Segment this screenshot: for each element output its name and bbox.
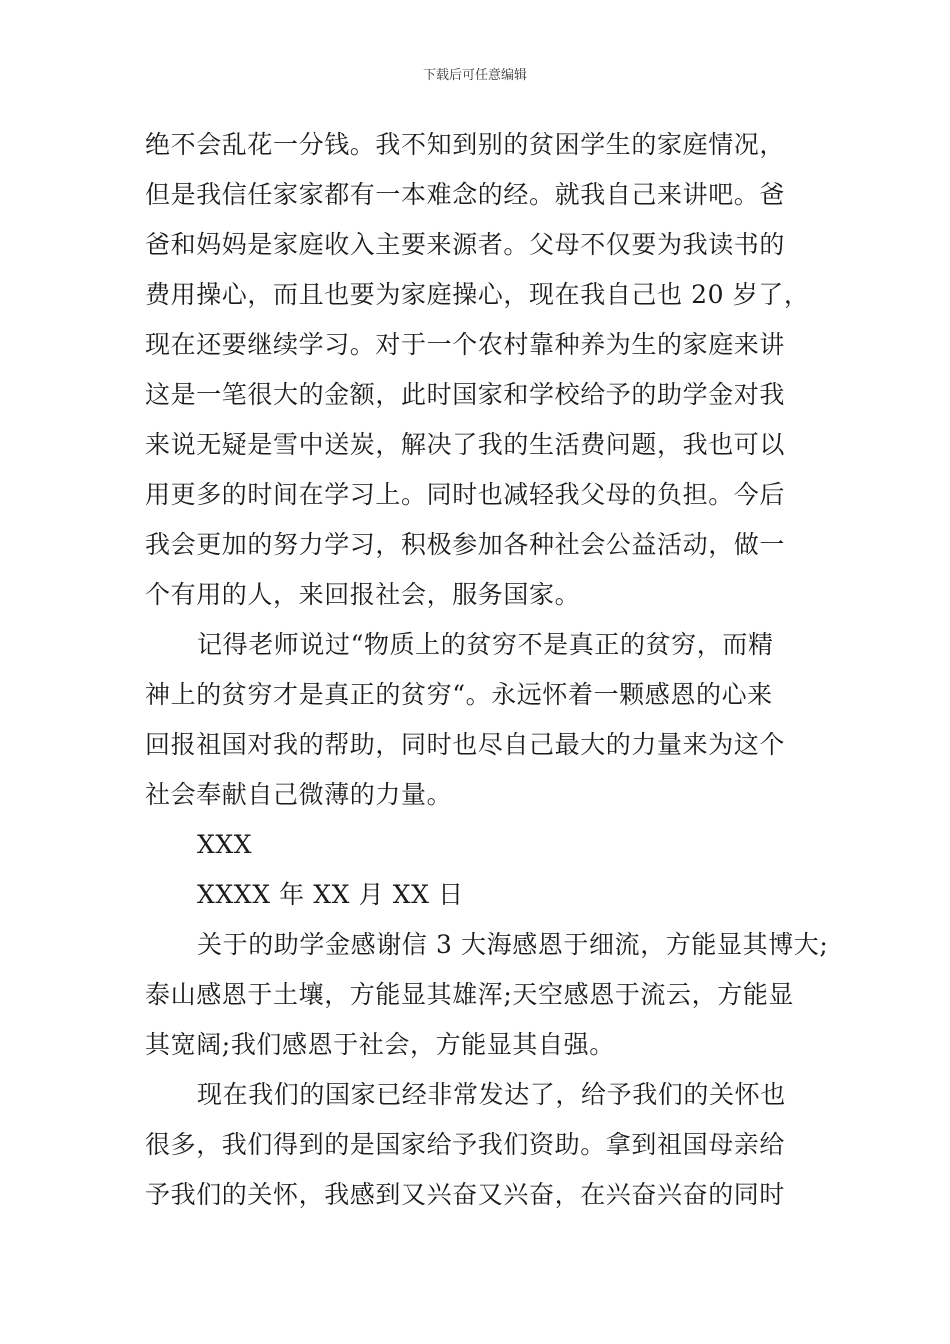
text-line: 但是我信任家家都有一本难念的经。就我自己来讲吧。爸	[145, 180, 786, 209]
text-line: 记得老师说过“物质上的贫穷不是真正的贫穷，而精	[197, 630, 774, 659]
page-header: 下载后可任意编辑	[422, 68, 527, 83]
text-line: XXX	[197, 830, 253, 859]
text-line: 现在还要继续学习。对于一个农村靠种养为生的家庭来讲	[145, 330, 786, 359]
text-line: 很多，我们得到的是国家给予我们资助。拿到祖国母亲给	[145, 1130, 786, 1159]
text-line: 现在我们的国家已经非常发达了，给予我们的关怀也	[197, 1080, 786, 1109]
text-line: 个有用的人，来回报社会，服务国家。	[145, 580, 581, 609]
text-line: 我会更加的努力学习，积极参加各种社会公益活动，做一	[145, 530, 786, 559]
text-line: 用更多的时间在学习上。同时也减轻我父母的负担。今后	[145, 480, 786, 509]
text-line: XXXX 年 XX 月 XX 日	[197, 880, 464, 909]
text-line: 费用操心，而且也要为家庭操心，现在我自己也 20 岁了，	[145, 280, 810, 309]
text-line: 回报祖国对我的帮助，同时也尽自己最大的力量来为这个	[145, 730, 786, 759]
text-line: 关于的助学金感谢信 3 大海感恩于细流，方能显其博大;	[197, 930, 829, 959]
text-line: 社会奉献自己微薄的力量。	[145, 780, 453, 809]
text-line: 其宽阔;我们感恩于社会，方能显其自强。	[145, 1030, 615, 1059]
text-line: 绝不会乱花一分钱。我不知到别的贫困学生的家庭情况，	[145, 130, 786, 159]
text-line: 爸和妈妈是家庭收入主要来源者。父母不仅要为我读书的	[145, 230, 786, 259]
text-line: 予我们的关怀，我感到又兴奋又兴奋，在兴奋兴奋的同时	[145, 1180, 786, 1209]
text-line: 神上的贫穷才是真正的贫穷“。永远怀着一颗感恩的心来	[145, 680, 773, 709]
document-body	[145, 120, 829, 1220]
text-line: 泰山感恩于土壤，方能显其雄浑;天空感恩于流云，方能显	[145, 980, 795, 1009]
text-line: 这是一笔很大的金额，此时国家和学校给予的助学金对我	[145, 380, 786, 409]
text-line: 来说无疑是雪中送炭，解决了我的生活费问题，我也可以	[145, 430, 786, 459]
